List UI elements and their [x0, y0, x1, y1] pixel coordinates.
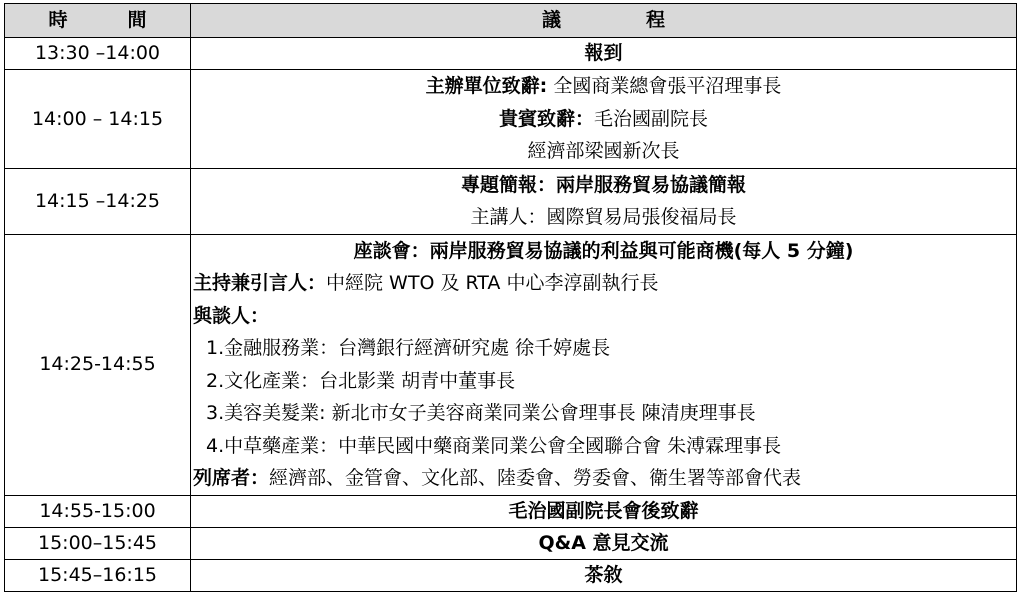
time-cell: 14:00 – 14:15 [5, 70, 191, 169]
program-line-label: 與談人： [193, 304, 270, 327]
header-time-char-2: 間 [127, 9, 147, 32]
program-line [191, 103, 1016, 136]
agenda-row-panel [5, 234, 1017, 495]
program-line-text: 全國商業總會張平沼理事長 [547, 75, 782, 97]
program-line-label: 專題簡報：兩岸服務貿易協議簡報 [460, 173, 746, 196]
agenda-row-briefing [5, 168, 1017, 234]
program-line [191, 267, 1016, 300]
time-cell: 14:25-14:55 [5, 234, 191, 495]
header-program-char-1: 議 [541, 9, 561, 32]
program-cell: Q&A 意見交流 [191, 527, 1017, 559]
program-line-text: 主講人：國際貿易局張俊福局長 [470, 206, 737, 228]
header-program [191, 4, 1017, 38]
program-line-label: 列席者： [193, 467, 270, 489]
program-line-text: 經濟部、金管會、文化部、陸委會、勞委會、衛生署等部會代表 [269, 467, 802, 489]
program-cell [191, 70, 1017, 169]
program-line-text: 中經院 WTO 及 RTA 中心李淳副執行長 [326, 272, 659, 294]
program-line-label: 主辦單位致辭: [425, 75, 548, 97]
agenda-table [4, 3, 1017, 592]
program-cell: 毛治國副院長會後致辭 [191, 495, 1017, 527]
header-row [5, 4, 1017, 38]
program-line-text: 經濟部梁國新次長 [527, 140, 680, 162]
speaker-line: 3.美容美髮業: 新北市女子美容商業同業公會理事長 陳清庚理事長 [206, 402, 756, 424]
program-line-text: 毛治國副院長 [594, 107, 709, 130]
program-line-label: 主持兼引言人： [193, 272, 327, 294]
speaker-line: 4.中草藥產業：中華民國中藥商業同業公會全國聯合會 朱溥霖理事長 [206, 434, 782, 457]
agenda-row-closing-remarks [5, 495, 1017, 527]
speaker-line: 2.文化產業：台北影業 胡青中董事長 [206, 369, 516, 392]
speaker-line: 1.金融服務業：台灣銀行經濟研究處 徐千婷處長 [206, 337, 611, 359]
agenda-row-opening-remarks [5, 70, 1017, 169]
program-line-label: 貴賓致辭： [498, 107, 594, 130]
agenda-row-registration [5, 38, 1017, 70]
agenda-row-qa [5, 527, 1017, 559]
agenda-row-tea-break [5, 559, 1017, 591]
panel-title: 座談會：兩岸服務貿易協議的利益與可能商機(每人 5 分鐘) [353, 239, 854, 262]
program-line [191, 462, 1016, 495]
program-cell [191, 234, 1017, 495]
header-time [5, 4, 191, 38]
program-cell: 茶敘 [191, 559, 1017, 591]
time-cell: 14:55-15:00 [5, 495, 191, 527]
time-cell: 13:30 –14:00 [5, 38, 191, 70]
program-cell: 報到 [191, 38, 1017, 70]
time-cell: 15:00–15:45 [5, 527, 191, 559]
time-cell: 14:15 –14:25 [5, 168, 191, 234]
program-line [191, 70, 1016, 103]
header-time-char-1: 時 [48, 9, 68, 32]
header-program-char-2: 程 [646, 9, 666, 32]
program-cell [191, 168, 1017, 234]
time-cell: 15:45–16:15 [5, 559, 191, 591]
